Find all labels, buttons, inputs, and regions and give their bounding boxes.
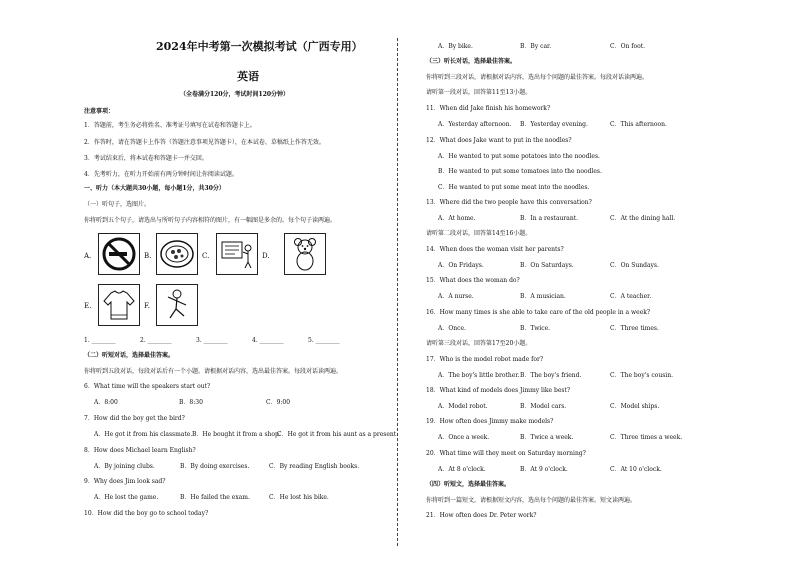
option[interactable]: C．Model ships. — [610, 403, 660, 410]
section1-instructions: 你将听到五个句子，请选出与所听句子内容相符的图片，有一幅图是多余的。每个句子读两遍。 — [84, 217, 337, 224]
option[interactable]: B．In a restaurant. — [520, 215, 579, 222]
section3-heading: （三）听长对话，选择最佳答案。 — [426, 58, 517, 65]
option[interactable]: A．On Fridays. — [438, 262, 484, 269]
option[interactable]: A．At home. — [438, 215, 476, 222]
option[interactable]: A．Model robot. — [438, 403, 488, 410]
column-divider — [397, 38, 398, 546]
option[interactable]: C．The boy's cousin. — [610, 372, 674, 379]
question-text: 10．How did the boy go to school today? — [84, 510, 209, 517]
note-item: 1．答题前，考生务必将姓名、准考证号填写在试卷和答题卡上。 — [84, 122, 256, 129]
option[interactable]: B．A musician. — [520, 293, 566, 300]
answer-blank[interactable]: 2. ________ — [140, 337, 172, 344]
sweater-icon — [98, 284, 140, 326]
section4-heading: （四）听短文，选择最佳答案。 — [426, 481, 511, 488]
question-text: 16．How many times is she able to take care of the old people in a week? — [426, 309, 651, 316]
no-smoking-icon — [98, 233, 140, 275]
question-text: 11．When did Jake finish his homework? — [426, 105, 551, 112]
option[interactable]: A．A nurse. — [438, 293, 474, 300]
option[interactable]: B．At 9 o'clock. — [520, 466, 568, 473]
note-item: 4．先考听力，在听力开始前有两分钟时间让你阅读试题。 — [84, 171, 238, 178]
notes-heading: 注意事项： — [84, 108, 115, 115]
question-text: 17．Who is the model robot made for? — [426, 356, 544, 363]
picture-label: C. — [202, 252, 210, 260]
option[interactable]: A．The boy's little brother. — [438, 372, 520, 379]
option[interactable]: B．Twice. — [520, 325, 551, 332]
option[interactable]: A．At 8 o'clock. — [438, 466, 486, 473]
picture-label: F. — [144, 302, 150, 310]
option[interactable]: B．On Saturdays. — [520, 262, 574, 269]
score-note: （全卷满分120分，考试时间120分钟） — [180, 91, 290, 98]
question-text: 21．How often does Dr. Peter work? — [426, 512, 537, 519]
section2-instructions: 你将听到五段对话，每段对话后有一个小题。请根据对话内容，选出最佳答案。每段对话读两遍。 — [84, 368, 343, 375]
answer-blank[interactable]: 5. ________ — [308, 337, 340, 344]
question-text: 7．How did the boy get the bird? — [84, 415, 185, 422]
subject-title: 英语 — [237, 70, 259, 83]
question-text: 20．What time will they meet on Saturday morning? — [426, 450, 586, 457]
question-text: 18．What kind of models does Jimmy like best? — [426, 387, 571, 394]
question-text: 15．What does the woman do? — [426, 277, 520, 284]
option[interactable]: A．He lost the game. — [94, 494, 159, 501]
classroom-icon — [216, 233, 258, 275]
option[interactable]: C．A teacher. — [610, 293, 652, 300]
option[interactable]: A．He wanted to put some potatoes into the noodles. — [438, 153, 600, 160]
option[interactable]: A．By joining clubs. — [94, 463, 155, 470]
option[interactable]: B．He wanted to put some tomatoes into the noodles. — [438, 168, 602, 175]
page-title: 2024年中考第一次模拟考试（广西专用） — [156, 40, 363, 53]
question-text: 8．How does Michael learn English? — [84, 447, 196, 454]
section1-heading: （一）听句子，选图片。 — [84, 201, 151, 208]
answer-blank[interactable]: 1. ________ — [84, 337, 116, 344]
answer-blank[interactable]: 4. ________ — [252, 337, 284, 344]
option[interactable]: B．Yesterday evening. — [520, 121, 588, 128]
option[interactable]: C．This afternoon. — [610, 121, 667, 128]
teddy-bear-icon — [284, 233, 326, 275]
option[interactable]: C．9:00 — [266, 399, 291, 406]
note-item: 2．作答时，请在答题卡上作答（答题注意事项见答题卡），在本试卷、草稿纸上作答无效。 — [84, 139, 325, 146]
option[interactable]: A．By bike. — [438, 43, 473, 50]
option[interactable]: B．Twice a week. — [520, 434, 574, 441]
option[interactable]: C．On Sundays. — [610, 262, 659, 269]
subsection-note: 请听第二段对话，回答第14至16小题。 — [426, 230, 532, 237]
picture-label: B. — [144, 252, 152, 260]
option[interactable]: C．Three times. — [610, 325, 659, 332]
option[interactable]: B．8:30 — [179, 399, 203, 406]
option[interactable]: C．On foot. — [610, 43, 646, 50]
option[interactable]: C．By reading English books. — [269, 463, 360, 470]
option[interactable]: B．By doing exercises. — [180, 463, 250, 470]
question-text: 19．How often does Jimmy make models? — [426, 418, 554, 425]
section4-instructions: 你将听到一篇短文，请根据短文内容，选出每个问题的最佳答案。短文读两遍。 — [426, 497, 637, 504]
option[interactable]: A．He got it from his classmate. — [94, 431, 193, 438]
option[interactable]: A．Once. — [438, 325, 466, 332]
answer-blank[interactable]: 3. ________ — [196, 337, 228, 344]
option[interactable]: B．He failed the exam. — [180, 494, 250, 501]
option[interactable]: A．Yesterday afternoon. — [438, 121, 512, 128]
food-plate-icon — [156, 233, 198, 275]
option[interactable]: C．At the dining hall. — [610, 215, 676, 222]
section2-heading: （二）听短对话，选择最佳答案。 — [84, 352, 175, 359]
section3-instructions: 你将听到三段对话，请根据对话内容，选出每个问题的最佳答案。每段对话读两遍。 — [426, 74, 649, 81]
option[interactable]: C．He got it from his aunt as a present. — [277, 431, 399, 438]
option[interactable]: C．At 10 o'clock. — [610, 466, 662, 473]
question-text: 9．Why does Jim look sad? — [84, 478, 166, 485]
subsection-note: 请听第三段对话，回答第17至20小题。 — [426, 340, 532, 347]
option[interactable]: B．The boy's friend. — [520, 372, 582, 379]
option[interactable]: C．Three times a week. — [610, 434, 683, 441]
option[interactable]: B．Model cars. — [520, 403, 567, 410]
option[interactable]: C．He wanted to put some meat into the noodles. — [438, 184, 590, 191]
picture-label: E. — [84, 302, 92, 310]
option[interactable]: C．He lost his bike. — [269, 494, 329, 501]
option[interactable]: A．8:00 — [94, 399, 118, 406]
question-text: 12．What does Jake want to put in the noodles? — [426, 137, 572, 144]
subsection-note: 请听第一段对话，回答第11至13小题。 — [426, 89, 532, 96]
question-text: 14．When does the woman visit her parents? — [426, 246, 564, 253]
picture-label: D. — [262, 252, 270, 260]
picture-label: A. — [84, 252, 92, 260]
option[interactable]: B．He bought it from a shop. — [192, 431, 281, 438]
note-item: 3．考试结束后，将本试卷和答题卡一并交回。 — [84, 155, 208, 162]
option[interactable]: A．Once a week. — [438, 434, 490, 441]
question-text: 6．What time will the speakers start out? — [84, 383, 211, 390]
question-text: 13．Where did the two people have this conversation? — [426, 199, 592, 206]
option[interactable]: B．By car. — [520, 43, 552, 50]
boy-dancing-icon — [156, 284, 198, 326]
part1-heading: 一、听力（本大题共30小题，每小题1分，共30分） — [84, 185, 225, 192]
